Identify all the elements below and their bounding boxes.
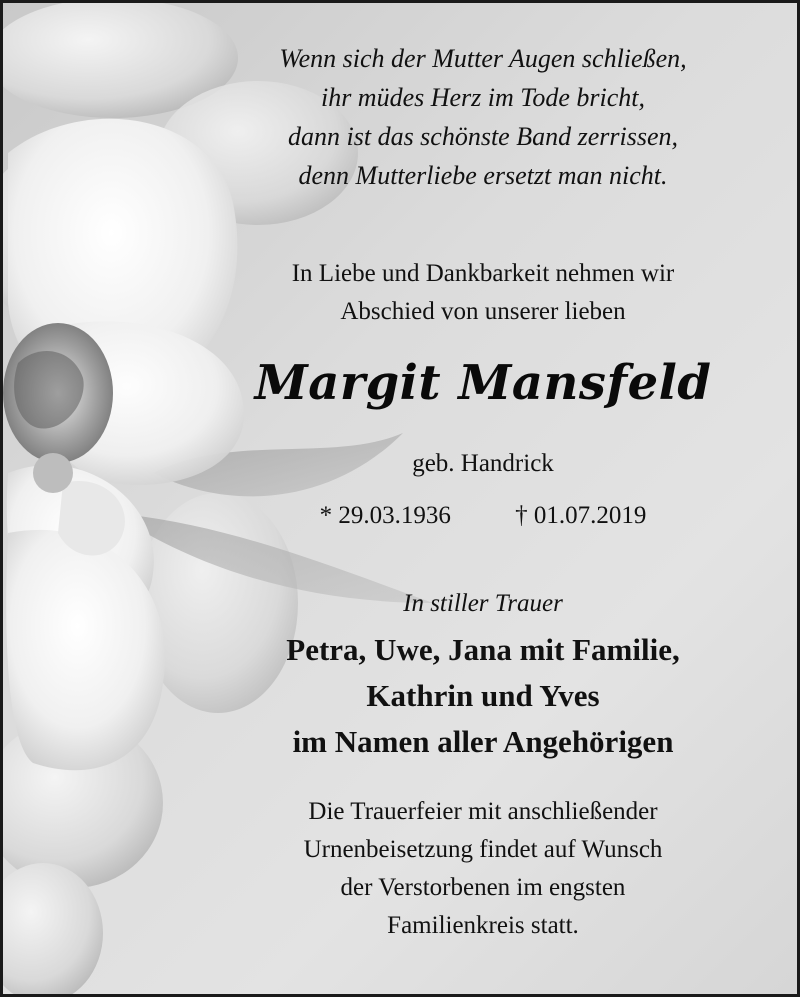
deceased-name: Margit Mansfeld	[254, 355, 712, 411]
poem-line: dann ist das schönste Band zerrissen,	[288, 122, 678, 151]
death-date: † 01.07.2019	[515, 502, 647, 529]
service-line: der Verstorbenen im engsten	[340, 874, 626, 901]
orchid-center-shape	[33, 453, 73, 493]
farewell-intro	[183, 255, 783, 331]
maiden-name: geb. Handrick	[412, 450, 554, 477]
service-line: Die Trauerfeier mit anschließender	[308, 798, 658, 825]
poem-line: ihr müdes Herz im Tode bricht,	[320, 83, 646, 112]
intro-line: Abschied von unserer lieben	[340, 298, 626, 325]
memorial-poem	[183, 39, 783, 195]
mourner-line: Petra, Uwe, Jana mit Familie,	[286, 632, 680, 667]
service-line: Familienkreis statt.	[387, 912, 579, 939]
life-dates	[183, 497, 783, 535]
mourner-line: im Namen aller Angehörigen	[292, 724, 674, 759]
intro-line: In Liebe und Dankbarkeit nehmen wir	[291, 260, 675, 287]
funeral-service-info	[183, 793, 783, 945]
service-line: Urnenbeisetzung findet auf Wunsch	[303, 836, 663, 863]
mourning-intro: In stiller Trauer	[403, 590, 563, 617]
poem-line: Wenn sich der Mutter Augen schließen,	[279, 44, 687, 73]
poem-line: denn Mutterliebe ersetzt man nicht.	[298, 161, 668, 190]
mourner-line: Kathrin und Yves	[366, 678, 600, 713]
mourners-list	[183, 627, 783, 765]
birth-date: * 29.03.1936	[319, 502, 451, 529]
